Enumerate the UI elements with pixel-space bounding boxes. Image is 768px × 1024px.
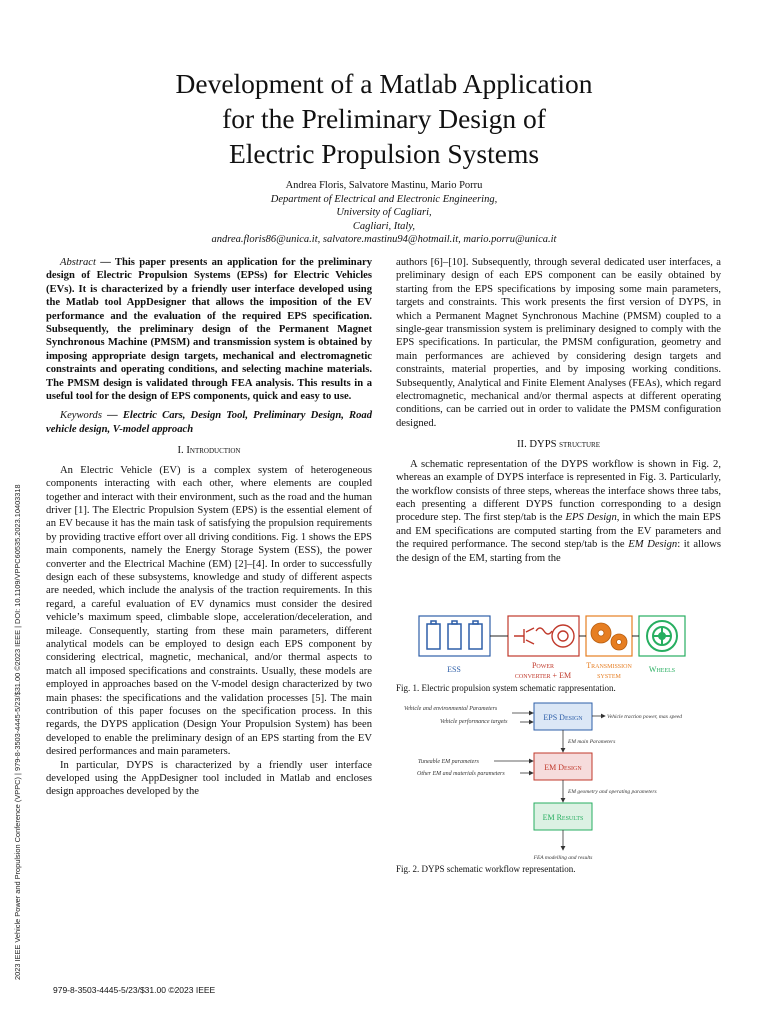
author-block [0, 179, 768, 247]
link-label: FEA modelling and results [533, 855, 593, 861]
input-label: Vehicle and environmental Parameters [404, 706, 498, 712]
converter-icon [514, 628, 552, 644]
section-title-suffix: structure [556, 439, 600, 451]
eps-design-label: EPS Design [543, 713, 583, 722]
text-run: A schematic representation of the DYPS workflow is shown in Fig. 2, whereas an example of DYPS interface is represented in Fig. 3. Particularly, the workflow consists of three steps, whereas the interface shows three tabs, each presenting a different DYPS function corresponding to a design procedure step. The first step/tab is the [396, 458, 721, 524]
power-label: Power [531, 661, 555, 670]
em-design-label: EM Design [544, 763, 582, 772]
author-emails: andrea.floris86@unica.it, salvatore.mastinu94@hotmail.it, mario.porru@unica.it [211, 234, 557, 245]
transmission-label: Transmission [586, 661, 632, 670]
paragraph [396, 458, 721, 565]
paper-title [0, 66, 768, 171]
link-label: EM main Parameters [568, 739, 616, 745]
text-run: EM Design [628, 539, 678, 551]
left-column [46, 256, 372, 799]
author-department: Department of Electrical and Electronic Engineering, [270, 193, 498, 205]
page-footer: 979-8-3503-4445-5/23/$31.00 ©2023 IEEE [53, 985, 216, 995]
title-line: for the Preliminary Design of [222, 103, 546, 134]
conference-sidebar: 2023 IEEE Vehicle Power and Propulsion Conference (VPPC) | 979-8-3503-4445-5/23/$31.00 ©2023 IEEE | DOI: 10.1109/VPPC60535.2023.10403318 [13, 484, 22, 980]
author-university: University of Cagliari, [336, 207, 432, 218]
figure-2-caption: Fig. 2. DYPS schematic workflow representation. [396, 864, 576, 874]
transmission-label-2: system [597, 671, 621, 680]
input-label: Other EM and materials parameters [417, 771, 505, 777]
gear-icon [591, 623, 627, 650]
keywords [46, 409, 372, 436]
battery-icon [427, 621, 482, 649]
text-run: EPS Design [565, 512, 617, 524]
author-city: Cagliari, Italy, [352, 220, 416, 232]
paragraph: In particular, DYPS is characterized by a friendly user interface developed using the AppDesigner tool included in Matlab and encloses design approaches developed by the [46, 759, 372, 798]
section-number: I. [177, 445, 184, 457]
power-label-2: converter + EM [514, 671, 572, 680]
motor-icon [552, 625, 574, 647]
section-number: II. [517, 439, 527, 451]
author-names: Andrea Floris, Salvatore Mastinu, Mario Porru [285, 180, 483, 191]
section-title: Introduction [186, 445, 241, 457]
keywords-label: Keywords [60, 410, 102, 422]
figure-1 [418, 614, 703, 686]
text-run: : it allows the design of the EM, starting from the [396, 539, 722, 564]
link-label: EM geometry and operating parameters [568, 789, 657, 795]
paragraph: An Electric Vehicle (EV) is a complex system of heterogeneous components interacting with each other, where elements are coupled together and interact with their environment, such as the road and the human driver [1]. The Electric Propulsion System (EPS) is the essential element of an EV because it has the main task of satisfying the propulsion requirements by providing tractive effort over all driving conditions. Fig. 1 shows the EPS main components, namely the Energy Storage System (ESS), the power converter and the Electrical Machine (EM) [2]–[4]. In order to successfully design each of these subsystems, knowledge and study of different aspects are needed, which include the analysis of the traction requirements. In this regard, a careful evaluation of EV dynamics must consider the desired vehicle’s maximum speed, climbable slope, acceleration/deceleration, and mileage. Consequently, starting from these main parameters, different analytical models can be employed to design each EPS component by considering electrical, magnetic, mechanical, and/or thermal aspects to match all imposed specifications and constraints. Usually, these models are employed in approaches based on the V-model design characterized by two main phases: the specifications and the validation processes [5]. The main contribution of this paper focuses on the specification process. In this regards, the DYPS application (Design Your Propulsion System) has been developed to enable the preliminary design of an EPS starting from the EV desired performances and main parameters. [46, 464, 372, 758]
ess-box [419, 616, 490, 656]
abstract [46, 256, 372, 403]
em-results-label: EM Results [542, 813, 584, 822]
wheel-icon [647, 621, 677, 651]
section-heading-structure [396, 438, 721, 451]
title-line: Electric Propulsion Systems [228, 138, 540, 169]
right-column [396, 256, 721, 565]
text-run: , in which the main EPS and EM specifications are computed starting from the EV parameters and the required performance. The second step/tab is the [396, 512, 722, 551]
input-label: Vehicle performance targets [440, 719, 508, 725]
wheels-label: Wheels [648, 665, 676, 674]
figure-2 [400, 700, 705, 862]
section-title: DYPS [529, 439, 557, 451]
abstract-label: Abstract [60, 257, 96, 268]
input-label: Tuneable EM parameters [418, 759, 479, 765]
title-line: Development of a Matlab Application [175, 68, 593, 99]
section-heading-introduction [46, 444, 372, 457]
paragraph: authors [6]–[10]. Subsequently, through several dedicated user interfaces, a preliminary design of each EPS component can be easily obtained by starting from the EPS specifications by imposing some main parameters, targets and constraints. This work presents the first version of DYPS, in which a Permanent Magnet Synchronous Machine (PMSM) coupled to a single-gear transmission system is preliminary designed to comply with the EPS specifications. In particular, the PMSM configuration, geometry and main performances are achieved by considering design targets and constraints, material properties, and by imposing working conditions. Subsequently, Analytical and Finite Element Analyses (FEAs), which regard electromagnetic, mechanical and/or thermal aspects at different operating conditions, can be carried out in order to validate the PMSM configuration designed. [396, 257, 721, 429]
output-label: Vehicle traction power, max speed [607, 714, 682, 720]
keywords-text: — Electric Cars, Design Tool, Preliminary Design, Road vehicle design, V-model approach [46, 410, 372, 435]
abstract-text: — This paper presents an application for the preliminary design of Electric Propulsion Systems (EPSs) for Electric Vehicles (EVs). It is characterized by a friendly user interface developed using the Matlab tool AppDesigner that allows the imposition of the EV performance and the evaluation of the required EPS specification. Subsequently, the preliminary design of the Permanent Magnet Synchronous Machine (PMSM) and transmission system is obtained by imposing appropriate design targets, mechanical and electromagnetic constraints and operating conditions, and selecting machine materials. The PMSM design is validated through FEA analysis. This results in a useful tool for the design of EPS components, quick and easy to use. [46, 257, 372, 403]
ess-label: ESS [447, 665, 461, 674]
figure-1-caption: Fig. 1. Electric propulsion system schematic rappresentation. [396, 683, 616, 693]
